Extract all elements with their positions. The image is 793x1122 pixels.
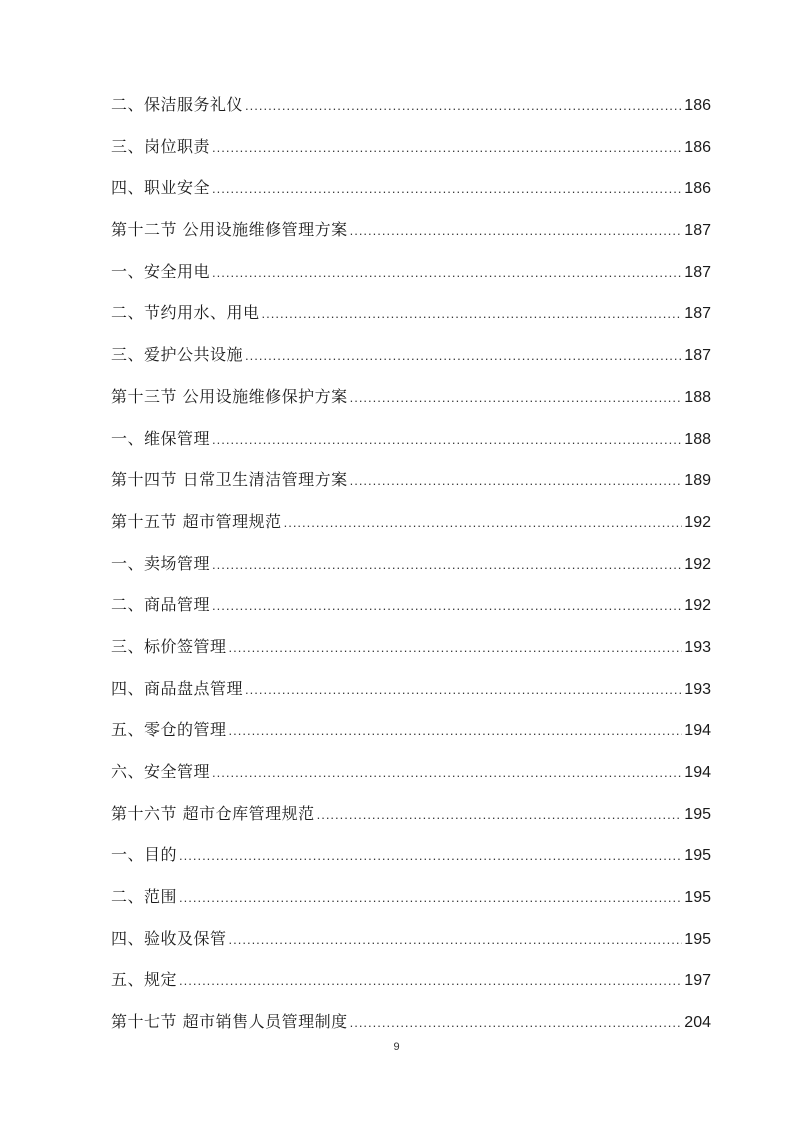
toc-entry-page: 195 bbox=[684, 889, 711, 907]
toc-entry-title: 二、保洁服务礼仪 bbox=[111, 95, 244, 114]
toc-entry[interactable] bbox=[111, 834, 711, 876]
toc-entry-page: 187 bbox=[684, 222, 711, 240]
toc-entry-page: 187 bbox=[684, 305, 711, 323]
toc-entry[interactable] bbox=[111, 876, 711, 918]
toc-entry[interactable] bbox=[111, 167, 711, 209]
toc-leader-dots bbox=[212, 252, 682, 294]
toc-entry-page: 194 bbox=[684, 722, 711, 740]
toc-leader-dots bbox=[179, 877, 682, 919]
toc-entry-title: 四、验收及保管 bbox=[111, 928, 227, 948]
toc-leader-dots bbox=[284, 502, 683, 544]
toc-entry[interactable] bbox=[111, 1001, 711, 1043]
toc-leader-dots bbox=[350, 460, 683, 502]
toc-entry-page: 194 bbox=[684, 764, 711, 781]
toc-entry-title: 四、商品盘点管理 bbox=[111, 678, 244, 698]
toc-entry-page: 195 bbox=[684, 930, 711, 948]
toc-entry-title: 一、维保管理 bbox=[111, 428, 211, 448]
toc-leader-dots bbox=[179, 960, 682, 1002]
page-number: 9 bbox=[393, 1041, 400, 1053]
toc-entry-page: 193 bbox=[684, 680, 711, 698]
toc-entry-title: 第十六节 超市仓库管理规范 bbox=[111, 803, 315, 823]
toc-entry[interactable] bbox=[111, 126, 711, 168]
toc-leader-dots bbox=[245, 335, 682, 377]
toc-entry-title: 一、目的 bbox=[111, 845, 178, 865]
toc-entry-title: 第十四节 日常卫生清洁管理方案 bbox=[111, 470, 348, 490]
toc-entry-title: 二、商品管理 bbox=[111, 595, 211, 615]
toc-entry-title: 三、爱护公共设施 bbox=[111, 345, 244, 365]
toc-entry-page: 195 bbox=[684, 805, 711, 823]
toc-entry[interactable] bbox=[111, 84, 711, 126]
toc-leader-dots bbox=[212, 127, 682, 169]
toc-entry[interactable] bbox=[111, 418, 711, 460]
toc-leader-dots bbox=[212, 419, 682, 461]
toc-leader-dots bbox=[229, 919, 683, 961]
toc-entry[interactable] bbox=[111, 251, 711, 293]
toc-entry[interactable] bbox=[111, 751, 711, 793]
toc-leader-dots bbox=[245, 85, 682, 127]
toc-leader-dots bbox=[350, 377, 683, 419]
toc-entry-title: 五、规定 bbox=[111, 970, 178, 990]
toc-entry[interactable] bbox=[111, 584, 711, 626]
toc-entry[interactable] bbox=[111, 668, 711, 710]
toc-entry-page: 193 bbox=[684, 638, 711, 656]
toc-leader-dots bbox=[229, 710, 683, 752]
toc-entry-title: 三、标价签管理 bbox=[111, 636, 227, 656]
table-of-contents bbox=[111, 84, 711, 1043]
toc-entry-page: 192 bbox=[684, 513, 711, 531]
toc-entry-title: 一、安全用电 bbox=[111, 261, 211, 281]
toc-entry-title: 六、安全管理 bbox=[111, 762, 211, 781]
toc-entry[interactable] bbox=[111, 459, 711, 501]
toc-leader-dots bbox=[229, 627, 683, 669]
toc-entry[interactable] bbox=[111, 918, 711, 960]
toc-entry[interactable] bbox=[111, 626, 711, 668]
toc-entry-page: 186 bbox=[684, 97, 711, 114]
toc-entry[interactable] bbox=[111, 543, 711, 585]
toc-leader-dots bbox=[245, 669, 682, 711]
toc-entry[interactable] bbox=[111, 959, 711, 1001]
toc-leader-dots bbox=[212, 168, 682, 210]
toc-entry-title: 一、卖场管理 bbox=[111, 553, 211, 573]
toc-entry[interactable] bbox=[111, 292, 711, 334]
toc-entry-title: 第十二节 公用设施维修管理方案 bbox=[111, 220, 348, 240]
toc-entry-page: 192 bbox=[684, 597, 711, 615]
toc-leader-dots bbox=[179, 835, 682, 877]
toc-leader-dots bbox=[212, 585, 682, 627]
toc-leader-dots bbox=[317, 794, 683, 836]
toc-entry-page: 195 bbox=[684, 847, 711, 865]
toc-entry[interactable] bbox=[111, 334, 711, 376]
toc-entry-page: 188 bbox=[684, 430, 711, 448]
toc-entry-title: 第十三节 公用设施维修保护方案 bbox=[111, 386, 348, 406]
toc-entry-page: 186 bbox=[684, 138, 711, 156]
toc-leader-dots bbox=[262, 293, 683, 335]
toc-entry[interactable] bbox=[111, 501, 711, 543]
toc-entry[interactable] bbox=[111, 709, 711, 751]
toc-entry[interactable] bbox=[111, 376, 711, 418]
toc-leader-dots bbox=[350, 210, 683, 252]
toc-entry-page: 189 bbox=[684, 472, 711, 490]
toc-entry[interactable] bbox=[111, 209, 711, 251]
toc-entry-title: 第十七节 超市销售人员管理制度 bbox=[111, 1012, 348, 1032]
toc-leader-dots bbox=[350, 1002, 683, 1044]
toc-entry-title: 五、零仓的管理 bbox=[111, 720, 227, 740]
toc-entry-page: 192 bbox=[684, 555, 711, 573]
toc-leader-dots bbox=[212, 752, 682, 794]
toc-entry-title: 二、节约用水、用电 bbox=[111, 303, 260, 323]
toc-entry-page: 197 bbox=[684, 972, 711, 990]
toc-entry-page: 204 bbox=[684, 1014, 711, 1032]
toc-entry-title: 三、岗位职责 bbox=[111, 136, 211, 156]
toc-entry-page: 187 bbox=[684, 347, 711, 365]
toc-entry-page: 187 bbox=[684, 263, 711, 281]
toc-entry-page: 186 bbox=[684, 180, 711, 198]
toc-entry-page: 188 bbox=[684, 388, 711, 406]
toc-leader-dots bbox=[212, 544, 682, 586]
toc-entry[interactable] bbox=[111, 793, 711, 835]
toc-entry-title: 第十五节 超市管理规范 bbox=[111, 511, 282, 531]
toc-entry-title: 二、范围 bbox=[111, 887, 178, 907]
toc-entry-title: 四、职业安全 bbox=[111, 178, 211, 198]
